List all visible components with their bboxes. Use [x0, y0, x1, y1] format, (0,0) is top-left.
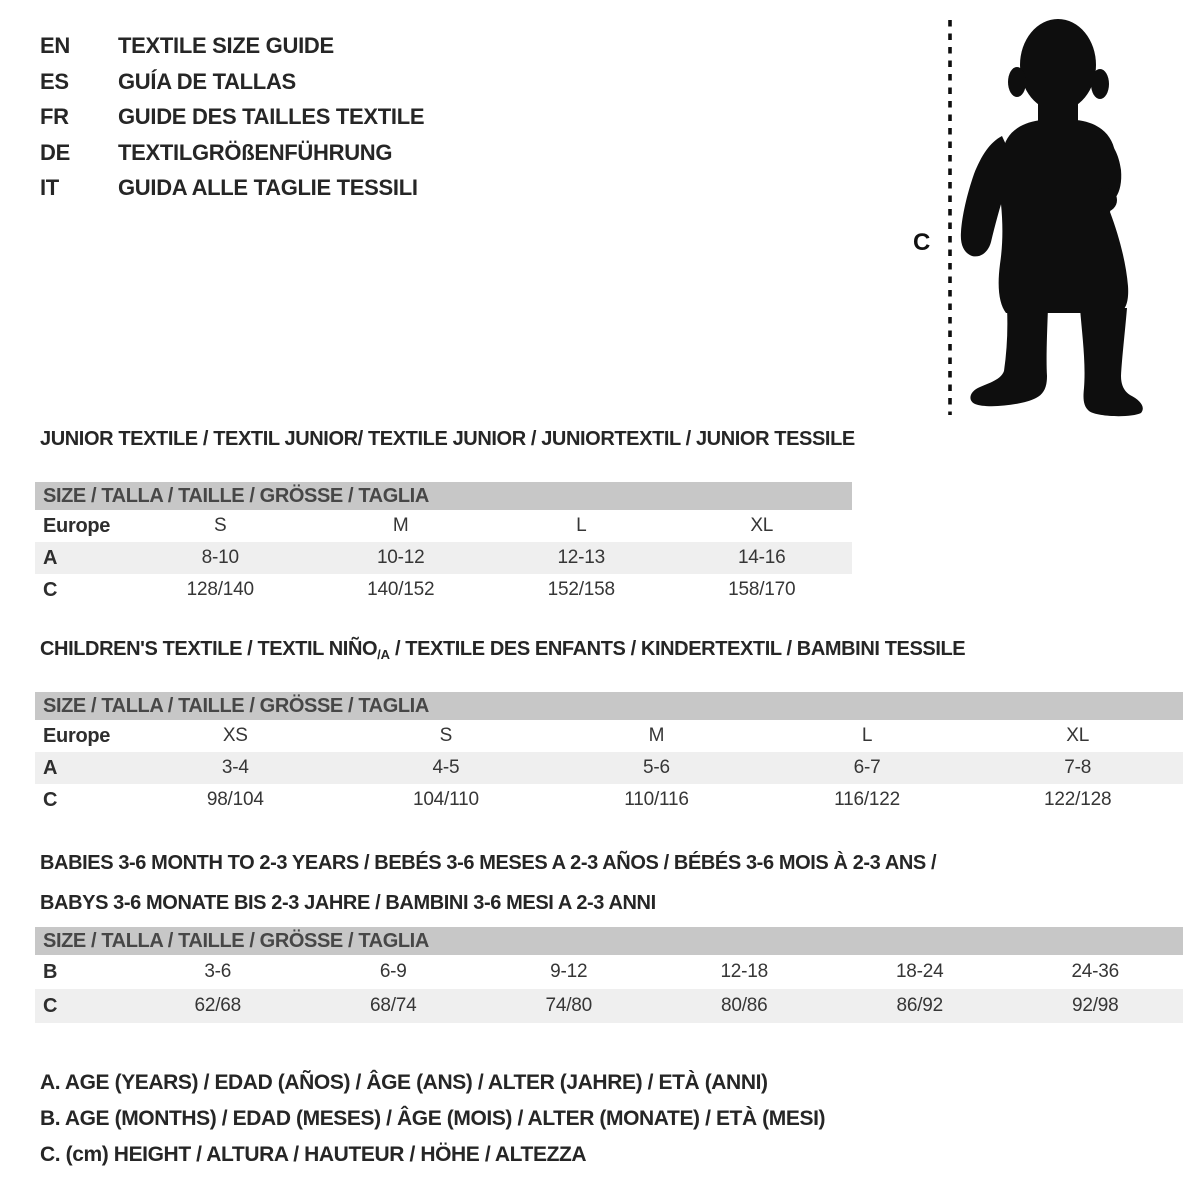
age-months-value: 18-24 — [895, 961, 944, 982]
height-value: 122/128 — [1044, 789, 1112, 810]
age-value: 6-7 — [853, 757, 881, 778]
junior-height-row — [35, 574, 852, 606]
children-title-part1: CHILDREN'S TEXTILE / TEXTIL NIÑO — [40, 638, 378, 660]
guide-title-es: GUÍA DE TALLAS — [118, 68, 296, 94]
age-months-value: 12-18 — [720, 961, 769, 982]
lang-row-es — [40, 64, 424, 100]
size-column-header: L — [576, 515, 587, 536]
size-column-header: S — [439, 725, 453, 746]
age-value: 5-6 — [643, 757, 670, 778]
guide-title-it: GUIDA ALLE TAGLIE TESSILI — [118, 175, 418, 200]
height-value: 98/104 — [206, 789, 264, 810]
height-value: 140/152 — [367, 579, 435, 600]
size-column-header: XL — [1066, 725, 1090, 746]
lang-row-en — [40, 28, 424, 64]
junior-size-table — [35, 482, 852, 606]
height-value: 104/110 — [412, 789, 479, 810]
measure-legend — [40, 1065, 825, 1173]
lang-row-de — [40, 135, 424, 171]
age-value: 10-12 — [376, 547, 425, 568]
junior-section-title: JUNIOR TEXTILE / TEXTIL JUNIOR/ TEXTILE JUNIOR / JUNIORTEXTIL / JUNIOR TESSILE — [40, 428, 855, 450]
babies-section-title — [40, 843, 936, 923]
age-value: 12-13 — [557, 547, 606, 568]
legend-line-b: B. AGE (MONTHS) / EDAD (MESES) / ÂGE (MOIS) / ALTER (MONATE) / ETÀ (MESI) — [40, 1107, 826, 1130]
children-section-title — [40, 638, 965, 662]
size-column-header: XS — [222, 725, 248, 746]
height-value: 80/86 — [720, 995, 768, 1016]
size-column-header: M — [648, 725, 665, 746]
toddler-silhouette-icon — [900, 10, 1170, 425]
height-value: 116/122 — [834, 789, 901, 810]
row-label-c: C — [43, 788, 58, 811]
babies-title-line1: BABIES 3-6 MONTH TO 2-3 YEARS / BEBÉS 3-6 MESES A 2-3 AÑOS / BÉBÉS 3-6 MOIS À 2-3 ANS / — [40, 852, 937, 874]
babies-title-line2: BABYS 3-6 MONATE BIS 2-3 JAHRE / BAMBINI 3-6 MESI A 2-3 ANNI — [40, 892, 656, 914]
junior-region-row — [35, 510, 852, 542]
row-label-c: C — [43, 994, 58, 1017]
height-value: 86/92 — [896, 995, 944, 1016]
lang-code: ES — [40, 68, 69, 94]
children-title-subscript: /A — [377, 647, 390, 662]
age-months-value: 6-9 — [379, 961, 407, 982]
height-value: 158/170 — [728, 579, 796, 600]
height-label: C — [913, 229, 931, 256]
age-value: 4-5 — [432, 757, 460, 778]
junior-age-row — [35, 542, 852, 574]
row-label-c: C — [43, 578, 58, 601]
guide-title-fr: GUIDE DES TAILLES TEXTILE — [118, 104, 425, 129]
children-age-row — [35, 752, 1183, 784]
guide-title-en: TEXTILE SIZE GUIDE — [118, 33, 334, 58]
region-label: Europe — [43, 514, 111, 537]
lang-code: IT — [40, 175, 59, 200]
height-value: 152/158 — [547, 579, 615, 600]
height-value: 92/98 — [1071, 995, 1119, 1016]
height-value: 68/74 — [369, 995, 417, 1016]
height-value: 110/116 — [624, 789, 689, 810]
legend-line-a: A. AGE (YEARS) / EDAD (AÑOS) / ÂGE (ANS) / ALTER (JAHRE) / ETÀ (ANNI) — [40, 1071, 768, 1094]
age-months-value: 3-6 — [204, 961, 232, 982]
lang-code: FR — [40, 104, 69, 129]
age-value: 8-10 — [201, 547, 239, 568]
babies-size-table — [35, 927, 1183, 1023]
legend-line-c: C. (cm) HEIGHT / ALTURA / HAUTEUR / HÖHE / ALTEZZA — [40, 1143, 587, 1166]
age-value: 14-16 — [737, 547, 786, 568]
guide-title-de: TEXTILGRÖßENFÜHRUNG — [118, 139, 393, 165]
row-label-a: A — [43, 546, 58, 569]
size-column-header: XL — [750, 515, 774, 536]
children-size-table — [35, 692, 1183, 816]
age-value: 7-8 — [1064, 757, 1092, 778]
age-value: 3-4 — [221, 757, 249, 778]
age-months-value: 24-36 — [1071, 961, 1120, 982]
language-title-list — [40, 28, 424, 206]
size-header-bar: SIZE / TALLA / TAILLE / GRÖSSE / TAGLIA — [35, 927, 1183, 955]
height-value: 74/80 — [545, 995, 593, 1016]
children-region-row — [35, 720, 1183, 752]
lang-row-fr — [40, 99, 424, 135]
size-column-header: S — [214, 515, 227, 536]
babies-height-row — [35, 989, 1183, 1023]
size-header-bar: SIZE / TALLA / TAILLE / GRÖSSE / TAGLIA — [35, 482, 852, 510]
height-value: 128/140 — [186, 579, 254, 600]
size-column-header: M — [392, 515, 409, 536]
region-label: Europe — [43, 724, 111, 747]
children-title-part2: / TEXTILE DES ENFANTS / KINDERTEXTIL / BAMBINI TESSILE — [389, 638, 966, 660]
lang-row-it — [40, 170, 424, 206]
size-column-header: L — [861, 725, 873, 746]
height-value: 62/68 — [194, 995, 242, 1016]
lang-code: DE — [40, 139, 70, 165]
row-label-b: B — [43, 960, 58, 983]
row-label-a: A — [43, 756, 58, 779]
age-months-value: 9-12 — [550, 961, 588, 982]
size-header-bar: SIZE / TALLA / TAILLE / GRÖSSE / TAGLIA — [35, 692, 1183, 720]
lang-code: EN — [40, 33, 70, 58]
children-height-row — [35, 784, 1183, 816]
babies-age-row — [35, 955, 1183, 989]
height-measure-figure — [900, 10, 1170, 425]
